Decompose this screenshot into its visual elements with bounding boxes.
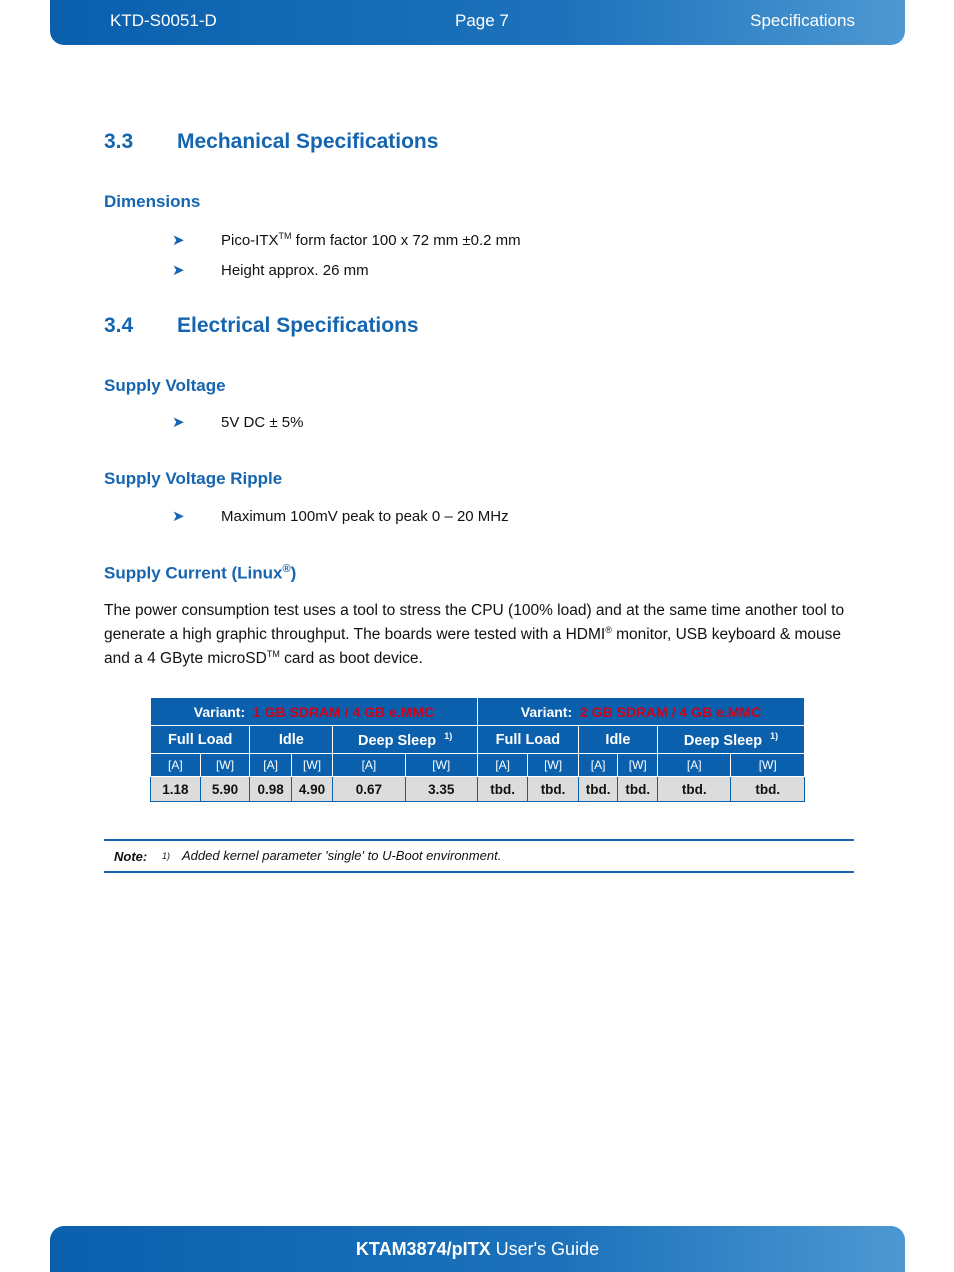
unit-amps: [A]	[578, 754, 618, 777]
unit-watts: [W]	[731, 754, 805, 777]
page-number: Page 7	[455, 11, 509, 30]
arrow-icon: ➤	[172, 414, 185, 431]
bullet-form-factor: ➤ Pico-ITX™ form factor 100 x 72 mm ±0.2 mm	[172, 231, 521, 249]
power-consumption-table	[150, 697, 805, 802]
mode-idle: Idle	[578, 726, 657, 754]
unit-amps: [A]	[151, 754, 201, 777]
bullet-height: ➤ Height approx. 26 mm	[172, 262, 369, 279]
value-cell: tbd.	[477, 777, 527, 802]
section-number: 3.3	[104, 130, 134, 153]
arrow-icon: ➤	[172, 232, 185, 249]
value-cell: tbd.	[731, 777, 805, 802]
section-title: Electrical Specifications	[177, 314, 419, 337]
value-cell: tbd.	[578, 777, 618, 802]
unit-amps: [A]	[658, 754, 731, 777]
value-cell: 0.67	[333, 777, 405, 802]
table-row	[151, 698, 805, 726]
note-label: Note:	[114, 849, 148, 864]
value-cell: 4.90	[291, 777, 332, 802]
page-footer	[50, 1226, 905, 1272]
value-cell: 1.18	[151, 777, 201, 802]
table-row	[151, 726, 805, 754]
mode-full-load: Full Load	[151, 726, 250, 754]
unit-amps: [A]	[477, 754, 527, 777]
unit-watts: [W]	[618, 754, 658, 777]
section-name: Specifications	[750, 11, 855, 30]
heading-ripple: Supply Voltage Ripple	[104, 469, 283, 488]
heading-electrical	[104, 314, 419, 338]
unit-watts: [W]	[200, 754, 250, 777]
section-title: Mechanical Specifications	[177, 130, 439, 153]
value-cell: 0.98	[250, 777, 291, 802]
note-ref: 1)	[162, 851, 171, 861]
guide-label: User's Guide	[490, 1239, 600, 1259]
variant-1-header: Variant: 1 GB SDRAM / 4 GB e.MMC	[151, 698, 478, 726]
heading-supply-voltage: Supply Voltage	[104, 376, 226, 395]
value-cell: tbd.	[618, 777, 658, 802]
document-id: KTD-S0051-D	[110, 11, 217, 30]
value-cell: tbd.	[528, 777, 578, 802]
unit-amps: [A]	[333, 754, 405, 777]
mode-full-load: Full Load	[477, 726, 578, 754]
bullet-ripple: ➤ Maximum 100mV peak to peak 0 – 20 MHz	[172, 508, 509, 525]
table-row	[151, 754, 805, 777]
product-name: KTAM3874/pITX	[355, 1239, 491, 1259]
footnote-box	[104, 839, 854, 873]
unit-watts: [W]	[291, 754, 332, 777]
unit-watts: [W]	[528, 754, 578, 777]
value-cell: 5.90	[200, 777, 250, 802]
value-cell: 3.35	[405, 777, 477, 802]
heading-supply-current: Supply Current (Linux®)	[104, 563, 297, 583]
power-test-paragraph: The power consumption test uses a tool to stress the CPU (100% load) and at the same time another tool to generate a high graphic throughput. The boards were tested with a HDMI® monitor, USB keyboard & mouse and a 4 GByte microSD™ card as boot device.	[104, 602, 845, 667]
page-header	[50, 0, 905, 45]
unit-amps: [A]	[250, 754, 291, 777]
unit-watts: [W]	[405, 754, 477, 777]
arrow-icon: ➤	[172, 262, 185, 279]
mode-deep-sleep: Deep Sleep $^{1)}$	[658, 726, 805, 754]
bullet-supply-voltage: ➤ 5V DC ± 5%	[172, 414, 304, 431]
arrow-icon: ➤	[172, 508, 185, 525]
note-text: Added kernel parameter 'single' to U-Boot environment.	[182, 848, 502, 863]
mode-deep-sleep: Deep Sleep $^{1)}$	[333, 726, 478, 754]
heading-dimensions: Dimensions	[104, 192, 201, 211]
section-number: 3.4	[104, 314, 134, 337]
mode-idle: Idle	[250, 726, 333, 754]
heading-mechanical	[104, 130, 438, 154]
variant-2-header: Variant: 2 GB SDRAM / 4 GB e.MMC	[477, 698, 804, 726]
value-cell: tbd.	[658, 777, 731, 802]
table-row	[151, 777, 805, 802]
